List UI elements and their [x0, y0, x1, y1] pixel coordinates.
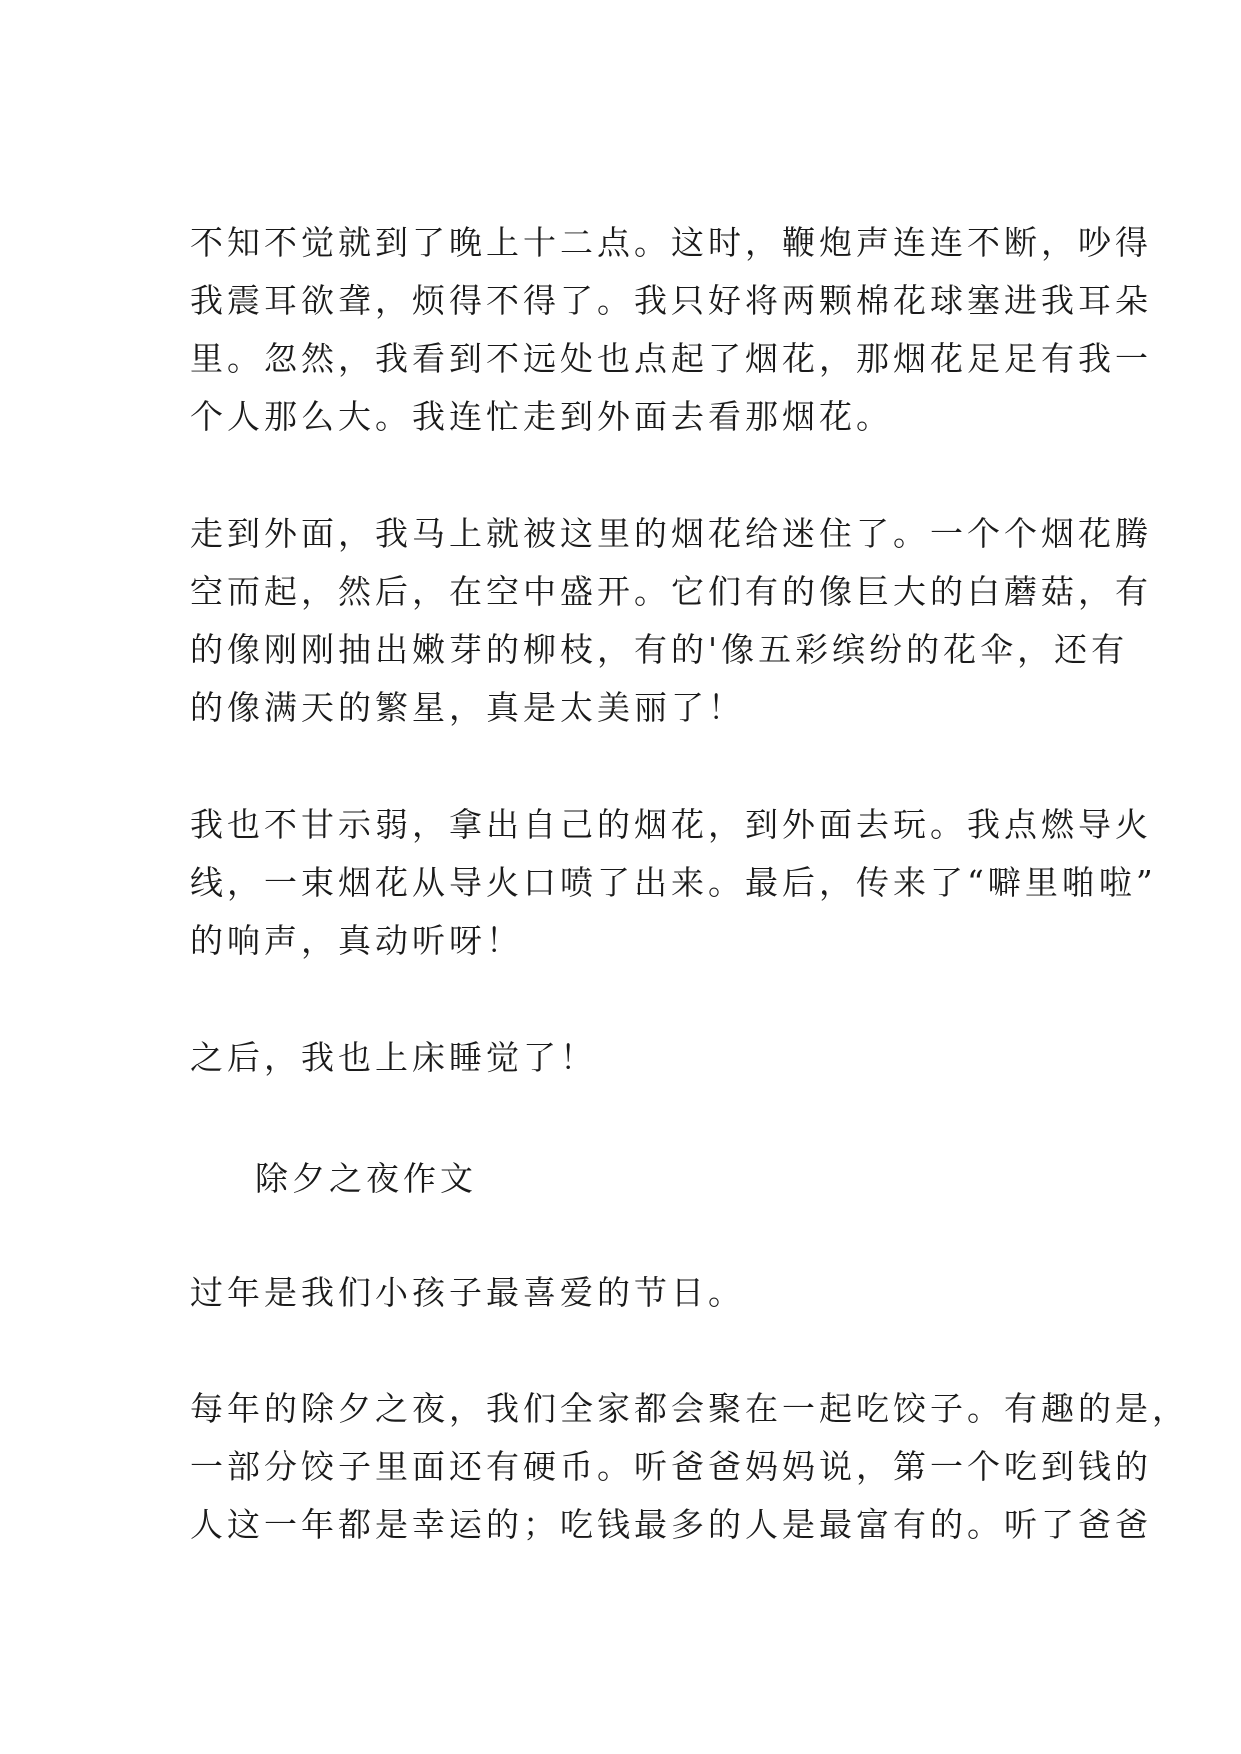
text-line: 人这一年都是幸运的；吃钱最多的人是最富有的。听了爸爸 — [190, 1505, 1152, 1544]
text-line: 个人那么大。我连忙走到外面去看那烟花。 — [190, 397, 893, 436]
text-line: 我震耳欲聋，烦得不得了。我只好将两颗棉花球塞进我耳朵 — [190, 281, 1152, 320]
paragraph-favorite-holiday — [190, 1264, 1052, 1322]
text-line: 走到外面，我马上就被这里的烟花给迷住了。一个个烟花腾 — [190, 514, 1152, 553]
text-line: 之后，我也上床睡觉了！ — [190, 1038, 597, 1077]
text-line: 的响声，真动听呀！ — [190, 921, 523, 960]
text-line: 一部分饺子里面还有硬币。听爸爸妈妈说，第一个吃到钱的 — [190, 1447, 1152, 1486]
text-line: 空而起，然后，在空中盛开。它们有的像巨大的白蘑菇，有 — [190, 572, 1152, 611]
text-line: 里。忽然，我看到不远处也点起了烟花，那烟花足足有我一 — [190, 339, 1152, 378]
paragraph-watching-fireworks — [190, 505, 1152, 737]
paragraph-going-to-sleep — [190, 1029, 1052, 1087]
essay-heading: 除夕之夜作文 — [255, 1159, 477, 1198]
text-line: 不知不觉就到了晚上十二点。这时，鞭炮声连连不断，吵得 — [190, 223, 1152, 262]
text-line: 过年是我们小孩子最喜爱的节日。 — [190, 1273, 745, 1312]
text-line: 的像刚刚抽出嫩芽的柳枝，有的'像五彩缤纷的花伞，还有 — [190, 630, 1129, 669]
text-line: 每年的除夕之夜，我们全家都会聚在一起吃饺子。有趣的是， — [190, 1389, 1189, 1428]
paragraph-midnight-firecrackers — [190, 214, 1152, 446]
text-line: 线，一束烟花从导火口喷了出来。最后，传来了“噼里啪啦” — [190, 863, 1157, 902]
paragraph-dumplings — [190, 1380, 1189, 1554]
text-line: 的像满天的繁星，真是太美丽了！ — [190, 688, 745, 727]
paragraph-lighting-fireworks — [190, 796, 1157, 970]
text-line: 我也不甘示弱，拿出自己的烟花，到外面去玩。我点燃导火 — [190, 805, 1152, 844]
